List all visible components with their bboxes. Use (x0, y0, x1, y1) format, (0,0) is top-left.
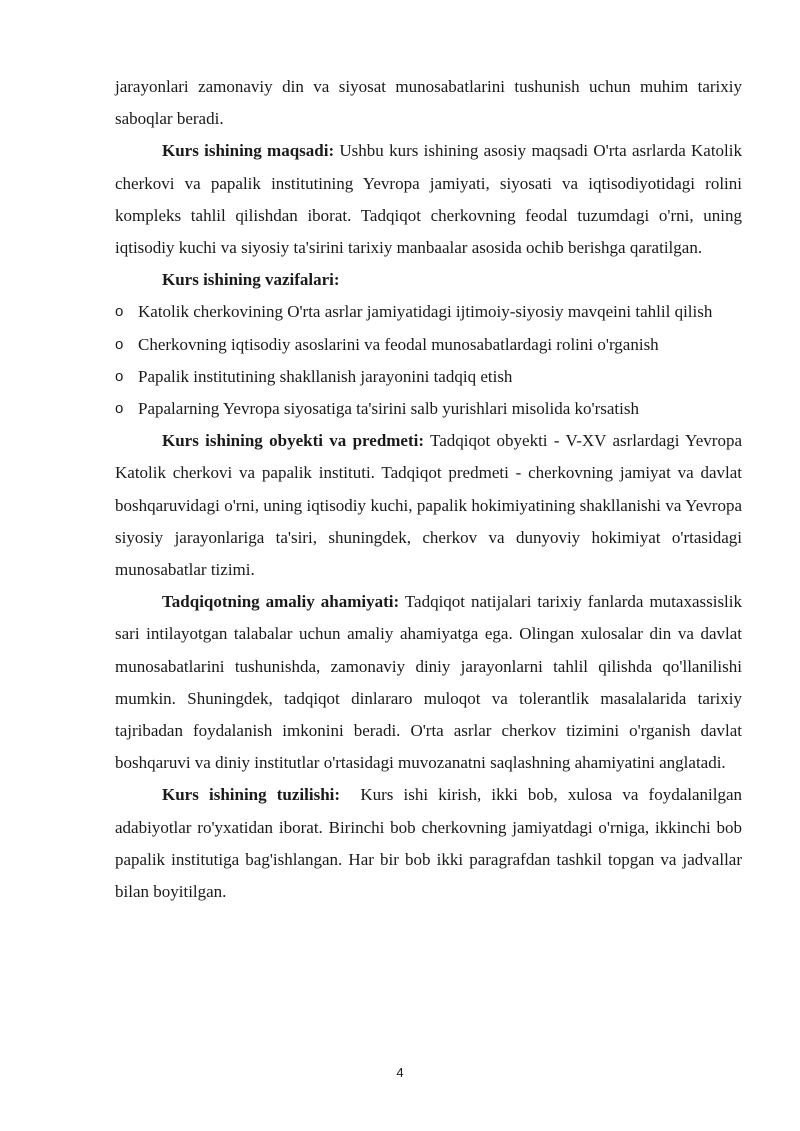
goal-heading: Kurs ishining maqsadi: (162, 141, 335, 161)
tasks-heading: Kurs ishining vazifalari: (162, 270, 340, 290)
list-item (115, 296, 742, 328)
list-item (115, 393, 742, 425)
tasks-list (115, 296, 742, 425)
object-heading: Kurs ishining obyekti va predmeti: (162, 431, 425, 451)
object-paragraph (115, 425, 742, 586)
goal-paragraph (115, 135, 742, 264)
bullet-icon: o (115, 303, 124, 321)
task-text: Katolik cherkovining O'rta asrlar jamiyatidagi ijtimoiy-siyosiy mavqeini tahlil qilish (138, 302, 713, 322)
page-number: 4 (396, 1065, 404, 1080)
bullet-icon: o (115, 335, 124, 353)
structure-paragraph (115, 779, 747, 908)
bullet-icon: o (115, 367, 124, 385)
structure-heading: Kurs ishining tuzilishi: (162, 785, 341, 805)
significance-paragraph (115, 586, 742, 779)
task-text: Cherkovning iqtisodiy asoslarini va feodal munosabatlardagi rolini o'rganish (138, 334, 659, 354)
task-text: Papalarning Yevropa siyosatiga ta'sirini salb yurishlari misolida ko'rsatish (138, 399, 639, 419)
significance-text: Tadqiqot natijalari tarixiy fanlarda mutaxassislik sari intilayotgan talabalar uchun amaliy ahamiyatga ega. Olingan xulosalar din va davlat munosabatlarini tushunishda, zamonaviy diniy jarayonlarni tahlil qilishda qo'llanilishi mumkin. Shuningdek, tadqiqot dinlararo muloqot va tolerantlik masalalarida tarixiy tajribadan foydalanish imkonini beradi. O'rta asrlar cherkov tizimini o'rganish davlat boshqaruvi va diniy institutlar o'rtasidagi muvozanatni saqlashning ahamiyatini anglatadi. (115, 592, 743, 773)
structure-text: Kurs ishi kirish, ikki bob, xulosa va foydalanilgan adabiyotlar ro'yxatidan iborat. Birinchi bob cherkovning jamiyatdagi o'rniga, ikkinchi bob papalik institutiga bag'ishlangan. Har bir bob ikki paragrafdan tashkil topgan va jadvallar bilan boyitilgan. (115, 785, 747, 902)
significance-heading: Tadqiqotning amaliy ahamiyati: (162, 592, 400, 612)
bullet-icon: o (115, 400, 124, 418)
intro-tail-paragraph: jarayonlari zamonaviy din va siyosat munosabatlarini tushunish uchun muhim tarixiy saboqlar beradi. (115, 77, 742, 129)
list-item (115, 361, 742, 393)
goal-text: Ushbu kurs ishining asosiy maqsadi O'rta asrlarda Katolik cherkovi va papalik institutining Yevropa jamiyati, siyosati va iqtisodiyotidagi rolini kompleks tahlil qilishdan iborat. Tadqiqot cherkovning feodal tuzumdagi o'rni, uning iqtisodiy kuchi va siyosiy ta'sirini tarixiy manbaalar asosida ochib berishga qaratilgan. (115, 141, 743, 258)
task-text: Papalik institutining shakllanish jarayonini tadqiq etish (138, 366, 513, 386)
tasks-heading-paragraph (115, 264, 742, 296)
list-item (115, 329, 742, 361)
object-text: Tadqiqot obyekti - V-XV asrlardagi Yevropa Katolik cherkovi va papalik instituti. Tadqiqot predmeti - cherkovning jamiyat va davlat boshqaruvidagi o'rni, uning iqtisodiy kuchi, papalik hokimiyatining shakllanishi va Yevropa siyosiy jarayonlariga ta'siri, shuningdek, cherkov va dunyoviy hokimiyat o'rtasidagi munosabatlar tizimi. (115, 431, 742, 580)
